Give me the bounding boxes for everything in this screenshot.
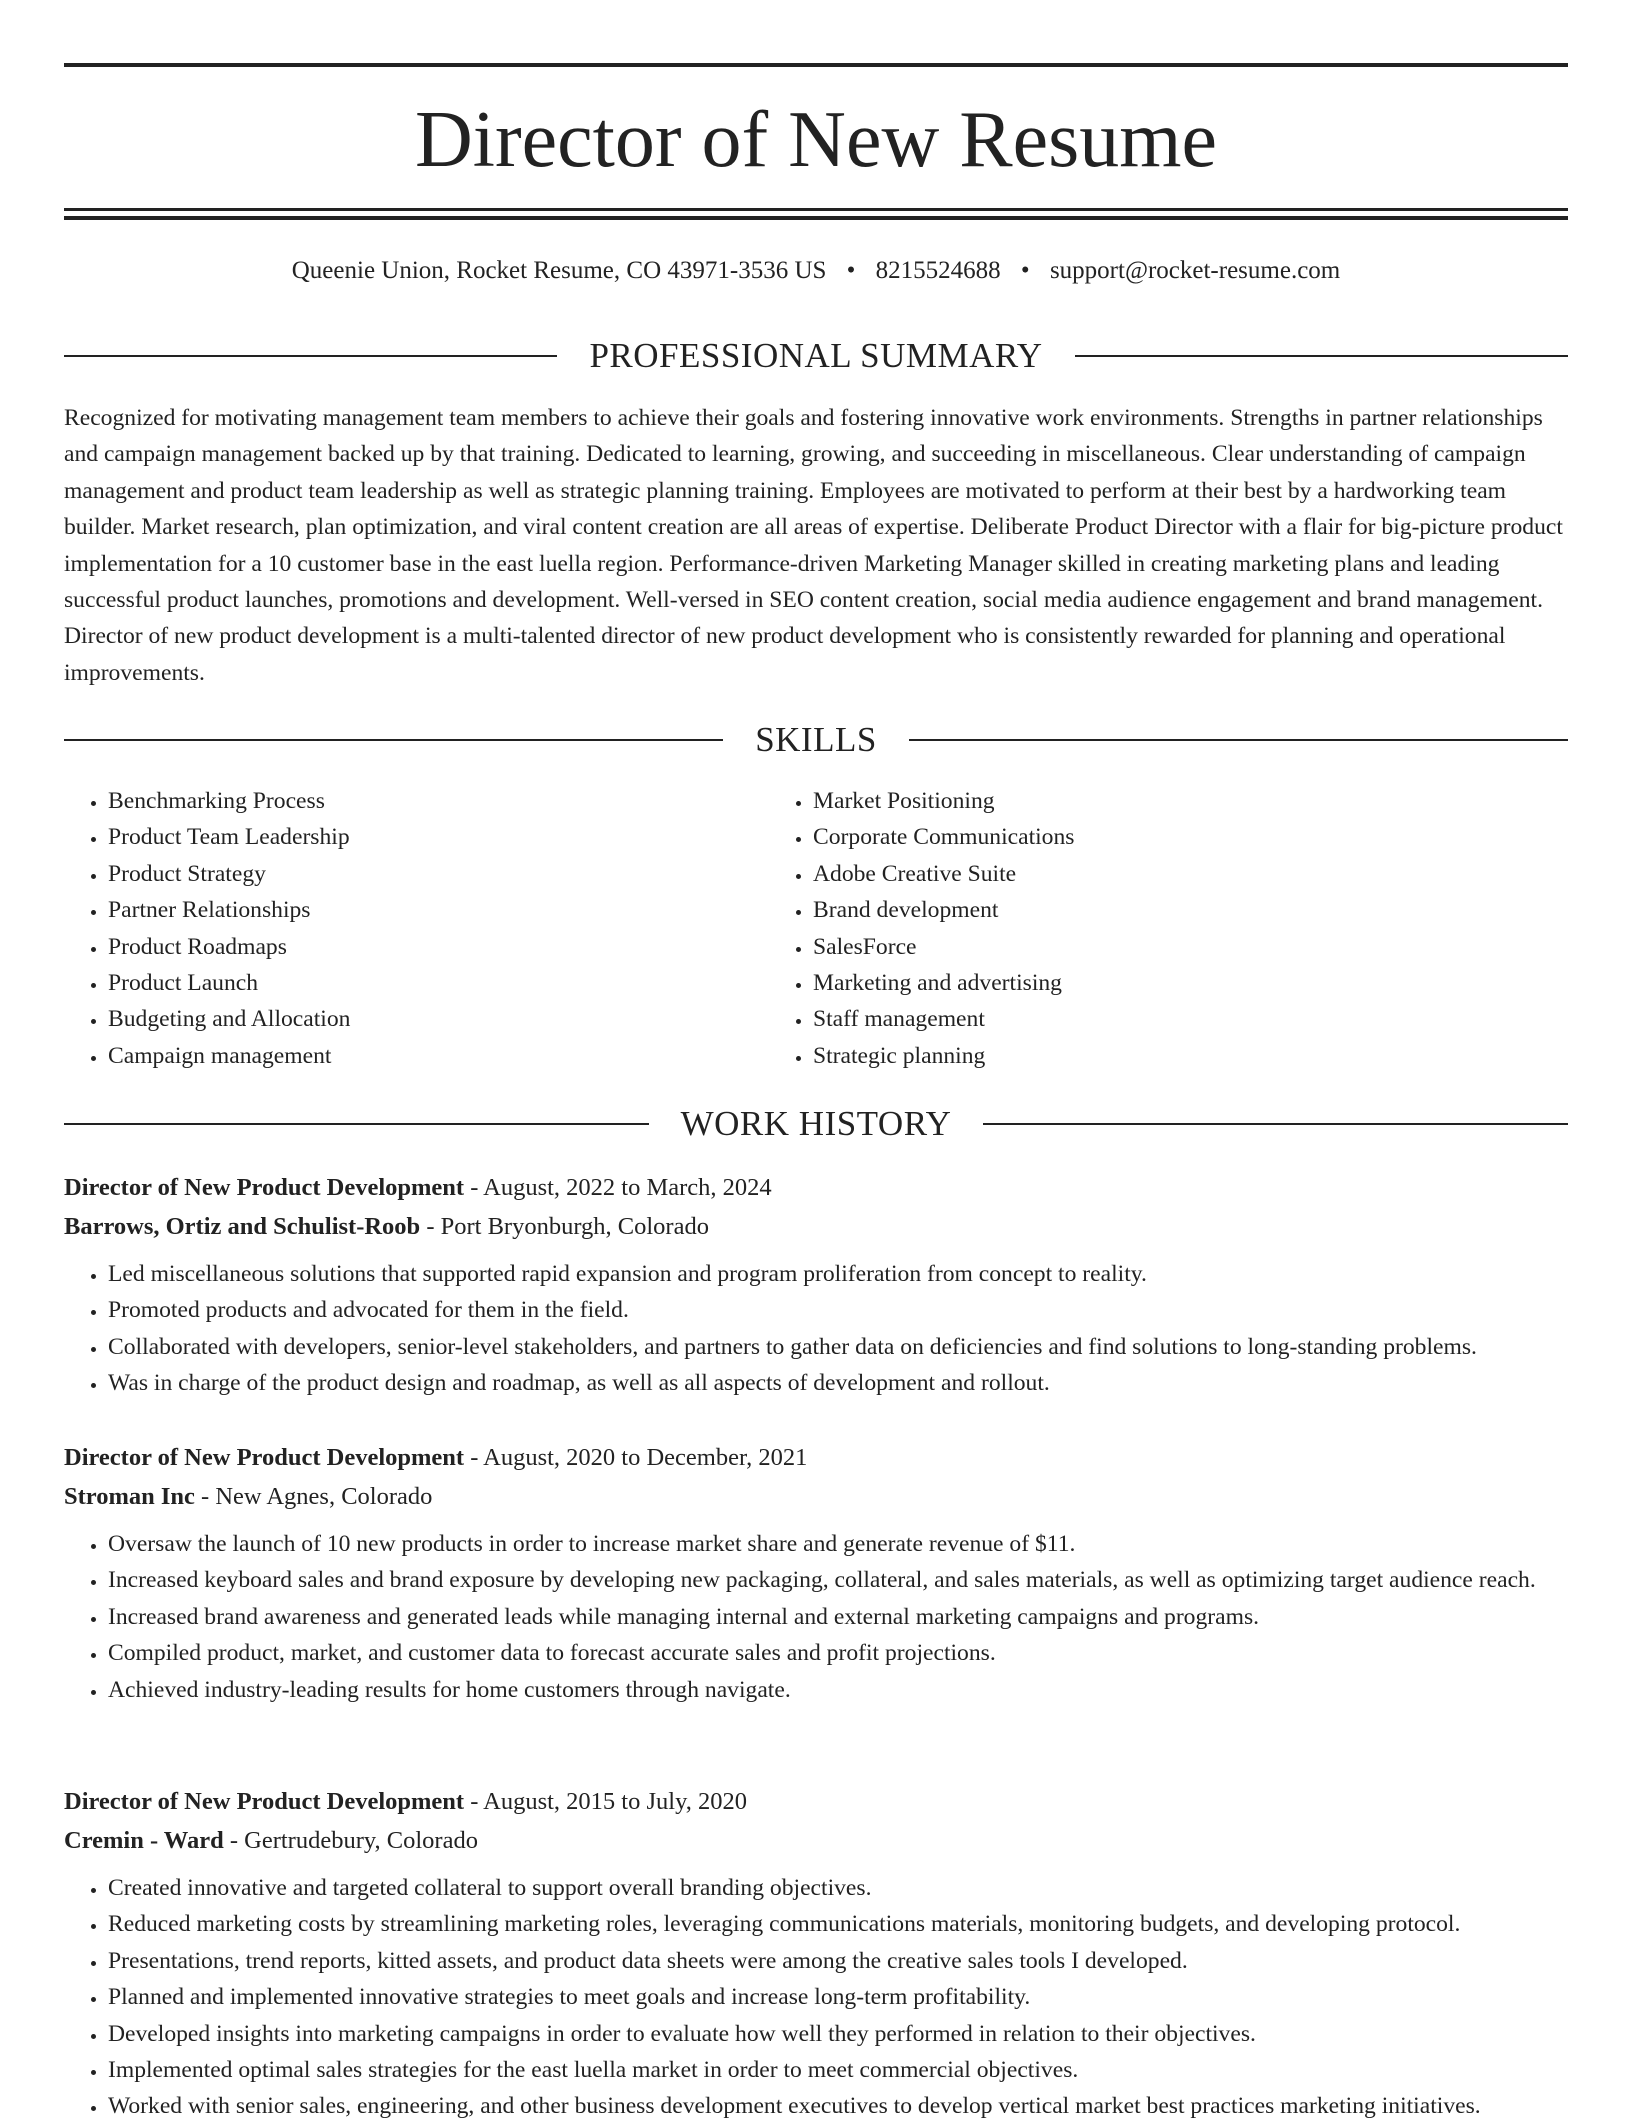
contact-separator: •	[846, 257, 856, 284]
job-bullet: • Was in charge of the product design and roadmap, as well as all aspects of development and rollout.	[108, 1365, 1568, 1401]
skills-heading	[64, 718, 1568, 762]
work-history-heading	[64, 1102, 1568, 1146]
heading-rule-left	[64, 739, 723, 741]
header-rule-lower	[64, 216, 1568, 220]
skill-item: • Staff management	[813, 1001, 1460, 1037]
summary-heading-title: PROFESSIONAL SUMMARY	[589, 336, 1043, 375]
skills-heading-title: SKILLS	[755, 720, 877, 759]
job-dates: - August, 2015 to July, 2020	[464, 1788, 747, 1815]
top-rule	[64, 63, 1568, 67]
job-company-line	[64, 1477, 1568, 1516]
skill-item: • SalesForce	[813, 929, 1460, 965]
job-bullet: • Achieved industry-leading results for home customers through navigate.	[108, 1672, 1568, 1708]
job-location: - Gertrudebury, Colorado	[223, 1827, 478, 1854]
contact-phone: 8215524688	[875, 257, 1001, 284]
header-rule-upper	[64, 208, 1568, 211]
skill-item: • Campaign management	[108, 1038, 762, 1074]
job-bullet: • Worked with senior sales, engineering, and other business development executives to develop vertical market best practices marketing initiatives.	[108, 2088, 1568, 2124]
skill-item: • Corporate Communications	[813, 819, 1460, 855]
skill-item: • Budgeting and Allocation	[108, 1001, 762, 1037]
skills-column-left	[64, 783, 762, 1074]
job-bullets	[64, 1526, 1568, 1708]
skill-item: • Market Positioning	[813, 783, 1460, 819]
work-history-heading-title: WORK HISTORY	[680, 1104, 952, 1143]
job-bullet: • Led miscellaneous solutions that supported rapid expansion and program proliferation from concept to reality.	[108, 1256, 1568, 1292]
skills-list	[64, 783, 1568, 1074]
skill-item: • Product Launch	[108, 965, 762, 1001]
skill-item: • Strategic planning	[813, 1038, 1460, 1074]
job-bullet: • Collaborated with developers, senior-level stakeholders, and partners to gather data on deficiencies and find solutions to long-standing problems.	[108, 1329, 1568, 1365]
job-location: - Port Bryonburgh, Colorado	[420, 1213, 709, 1240]
heading-rule-left	[64, 1123, 649, 1125]
skill-item: • Product Roadmaps	[108, 929, 762, 965]
job-bullet: • Oversaw the launch of 10 new products in order to increase market share and generate revenue of $11.	[108, 1526, 1568, 1562]
job-company-line	[64, 1821, 1568, 1860]
job-title: Director of New Product Development	[64, 1174, 465, 1201]
summary-heading	[64, 334, 1568, 378]
job-bullet: • Increased brand awareness and generated leads while managing internal and external marketing campaigns and programs.	[108, 1599, 1568, 1635]
skill-item: • Benchmarking Process	[108, 783, 762, 819]
heading-rule-right	[1075, 355, 1568, 357]
heading-rule-right	[909, 739, 1568, 741]
job-title-line	[64, 1168, 1568, 1207]
contact-line	[64, 254, 1568, 288]
contact-email: support@rocket-resume.com	[1049, 257, 1341, 284]
job-location: - New Agnes, Colorado	[194, 1483, 433, 1510]
resume-name: Director of New Resume	[415, 96, 1217, 184]
job-company-line	[64, 1207, 1568, 1246]
job-bullet: • Created innovative and targeted collateral to support overall branding objectives.	[108, 1870, 1568, 1906]
summary-text: Recognized for motivating management team members to achieve their goals and fostering innovative work environments. Strengths in partner relationships and campaign management backed up by that training. Dedicated to learning, growing, and succeeding in miscellaneous. Clear understanding of campaign management and product team leadership as well as strategic planning training. Employees are motivated to perform at their best by a hardworking team builder. Market research, plan optimization, and viral content creation are all areas of expertise. Deliberate Product Director with a flair for big-picture product implementation for a 10 customer base in the east luella region. Performance-driven Marketing Manager skilled in creating marketing plans and leading successful product launches, promotions and development. Well-versed in SEO content creation, social media audience engagement and brand management. Director of new product development is a multi-talented director of new product development who is consistently rewarded for planning and operational improvements.	[64, 405, 1563, 686]
job-bullet: • Promoted products and advocated for them in the field.	[108, 1292, 1568, 1328]
skill-item: • Partner Relationships	[108, 892, 762, 928]
job-bullet: • Planned and implemented innovative strategies to meet goals and increase long-term profitability.	[108, 1979, 1568, 2015]
job-entry	[64, 1168, 1568, 1402]
job-title: Director of New Product Development	[64, 1444, 465, 1471]
skill-item: • Product Strategy	[108, 856, 762, 892]
contact-address: Queenie Union, Rocket Resume, CO 43971-3536 US	[291, 257, 827, 284]
job-bullets	[64, 1256, 1568, 1402]
skill-item: • Product Team Leadership	[108, 819, 762, 855]
skills-column-right	[762, 783, 1460, 1074]
job-bullet: • Reduced marketing costs by streamlining marketing roles, leveraging communications materials, monitoring budgets, and developing protocol.	[108, 1906, 1568, 1942]
job-bullet: • Implemented optimal sales strategies for the east luella market in order to meet commercial objectives.	[108, 2052, 1568, 2088]
job-title-line	[64, 1438, 1568, 1477]
heading-rule-left	[64, 355, 557, 357]
job-bullets	[64, 1870, 1568, 2125]
job-bullet: • Increased keyboard sales and brand exposure by developing new packaging, collateral, and sales materials, as well as optimizing target audience reach.	[108, 1562, 1568, 1598]
job-entry	[64, 1438, 1568, 1708]
job-dates: - August, 2022 to March, 2024	[464, 1174, 772, 1201]
job-bullet: • Compiled product, market, and customer data to forecast accurate sales and profit projections.	[108, 1635, 1568, 1671]
job-title-line	[64, 1782, 1568, 1821]
job-dates: - August, 2020 to December, 2021	[464, 1444, 808, 1471]
job-company: Barrows, Ortiz and Schulist-Roob	[64, 1213, 421, 1240]
contact-separator: •	[1020, 257, 1030, 284]
skill-item: • Brand development	[813, 892, 1460, 928]
skill-item: • Adobe Creative Suite	[813, 856, 1460, 892]
heading-rule-right	[983, 1123, 1568, 1125]
job-company: Cremin - Ward	[64, 1827, 224, 1854]
job-bullet: • Developed insights into marketing campaigns in order to evaluate how well they performed in relation to their objectives.	[108, 2016, 1568, 2052]
job-title: Director of New Product Development	[64, 1788, 465, 1815]
job-company: Stroman Inc	[64, 1483, 195, 1510]
job-entry	[64, 1782, 1568, 2125]
skill-item: • Marketing and advertising	[813, 965, 1460, 1001]
job-bullet: • Presentations, trend reports, kitted assets, and product data sheets were among the creative sales tools I developed.	[108, 1943, 1568, 1979]
